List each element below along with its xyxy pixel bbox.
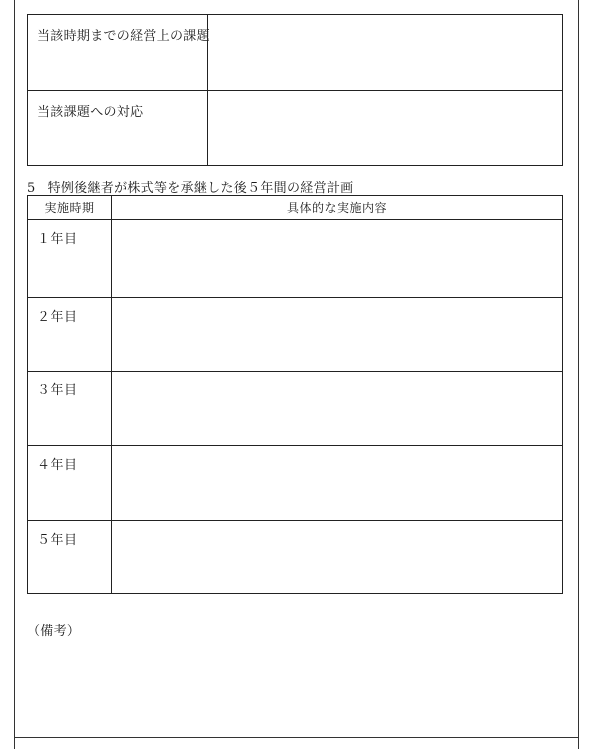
year-3-content[interactable] xyxy=(112,372,562,444)
year-4-label: ４年目 xyxy=(37,458,78,473)
header-period: 実施時期 xyxy=(44,201,95,215)
page-frame-left xyxy=(14,0,15,749)
year-2-content[interactable] xyxy=(112,298,562,370)
year-3-label: ３年目 xyxy=(37,383,78,398)
section-number: 5 xyxy=(27,181,36,196)
year-1-content[interactable] xyxy=(112,220,562,296)
issues-input[interactable] xyxy=(208,15,562,90)
table-divider xyxy=(207,15,208,165)
page-frame-bottom xyxy=(14,737,579,738)
year-5-label: ５年目 xyxy=(37,533,78,548)
year-4-content[interactable] xyxy=(112,446,562,519)
year-5-content[interactable] xyxy=(112,521,562,593)
five-year-plan-table xyxy=(27,195,563,594)
response-input[interactable] xyxy=(208,91,562,165)
response-label: 当該課題への対応 xyxy=(37,105,144,120)
remarks-label: （備考） xyxy=(27,624,81,639)
header-content: 具体的な実施内容 xyxy=(286,201,387,215)
year-1-label: １年目 xyxy=(37,232,78,247)
issues-row xyxy=(28,15,562,91)
section-heading xyxy=(27,177,353,196)
management-issues-table xyxy=(27,14,563,166)
issues-label: 当該時期までの経営上の課題 xyxy=(37,29,210,44)
page-frame-right xyxy=(578,0,579,749)
remarks-input[interactable] xyxy=(27,640,567,730)
year-2-label: ２年目 xyxy=(37,310,78,325)
section-title: 特例後継者が株式等を承継した後５年間の経営計画 xyxy=(47,181,354,196)
response-row xyxy=(28,91,562,165)
